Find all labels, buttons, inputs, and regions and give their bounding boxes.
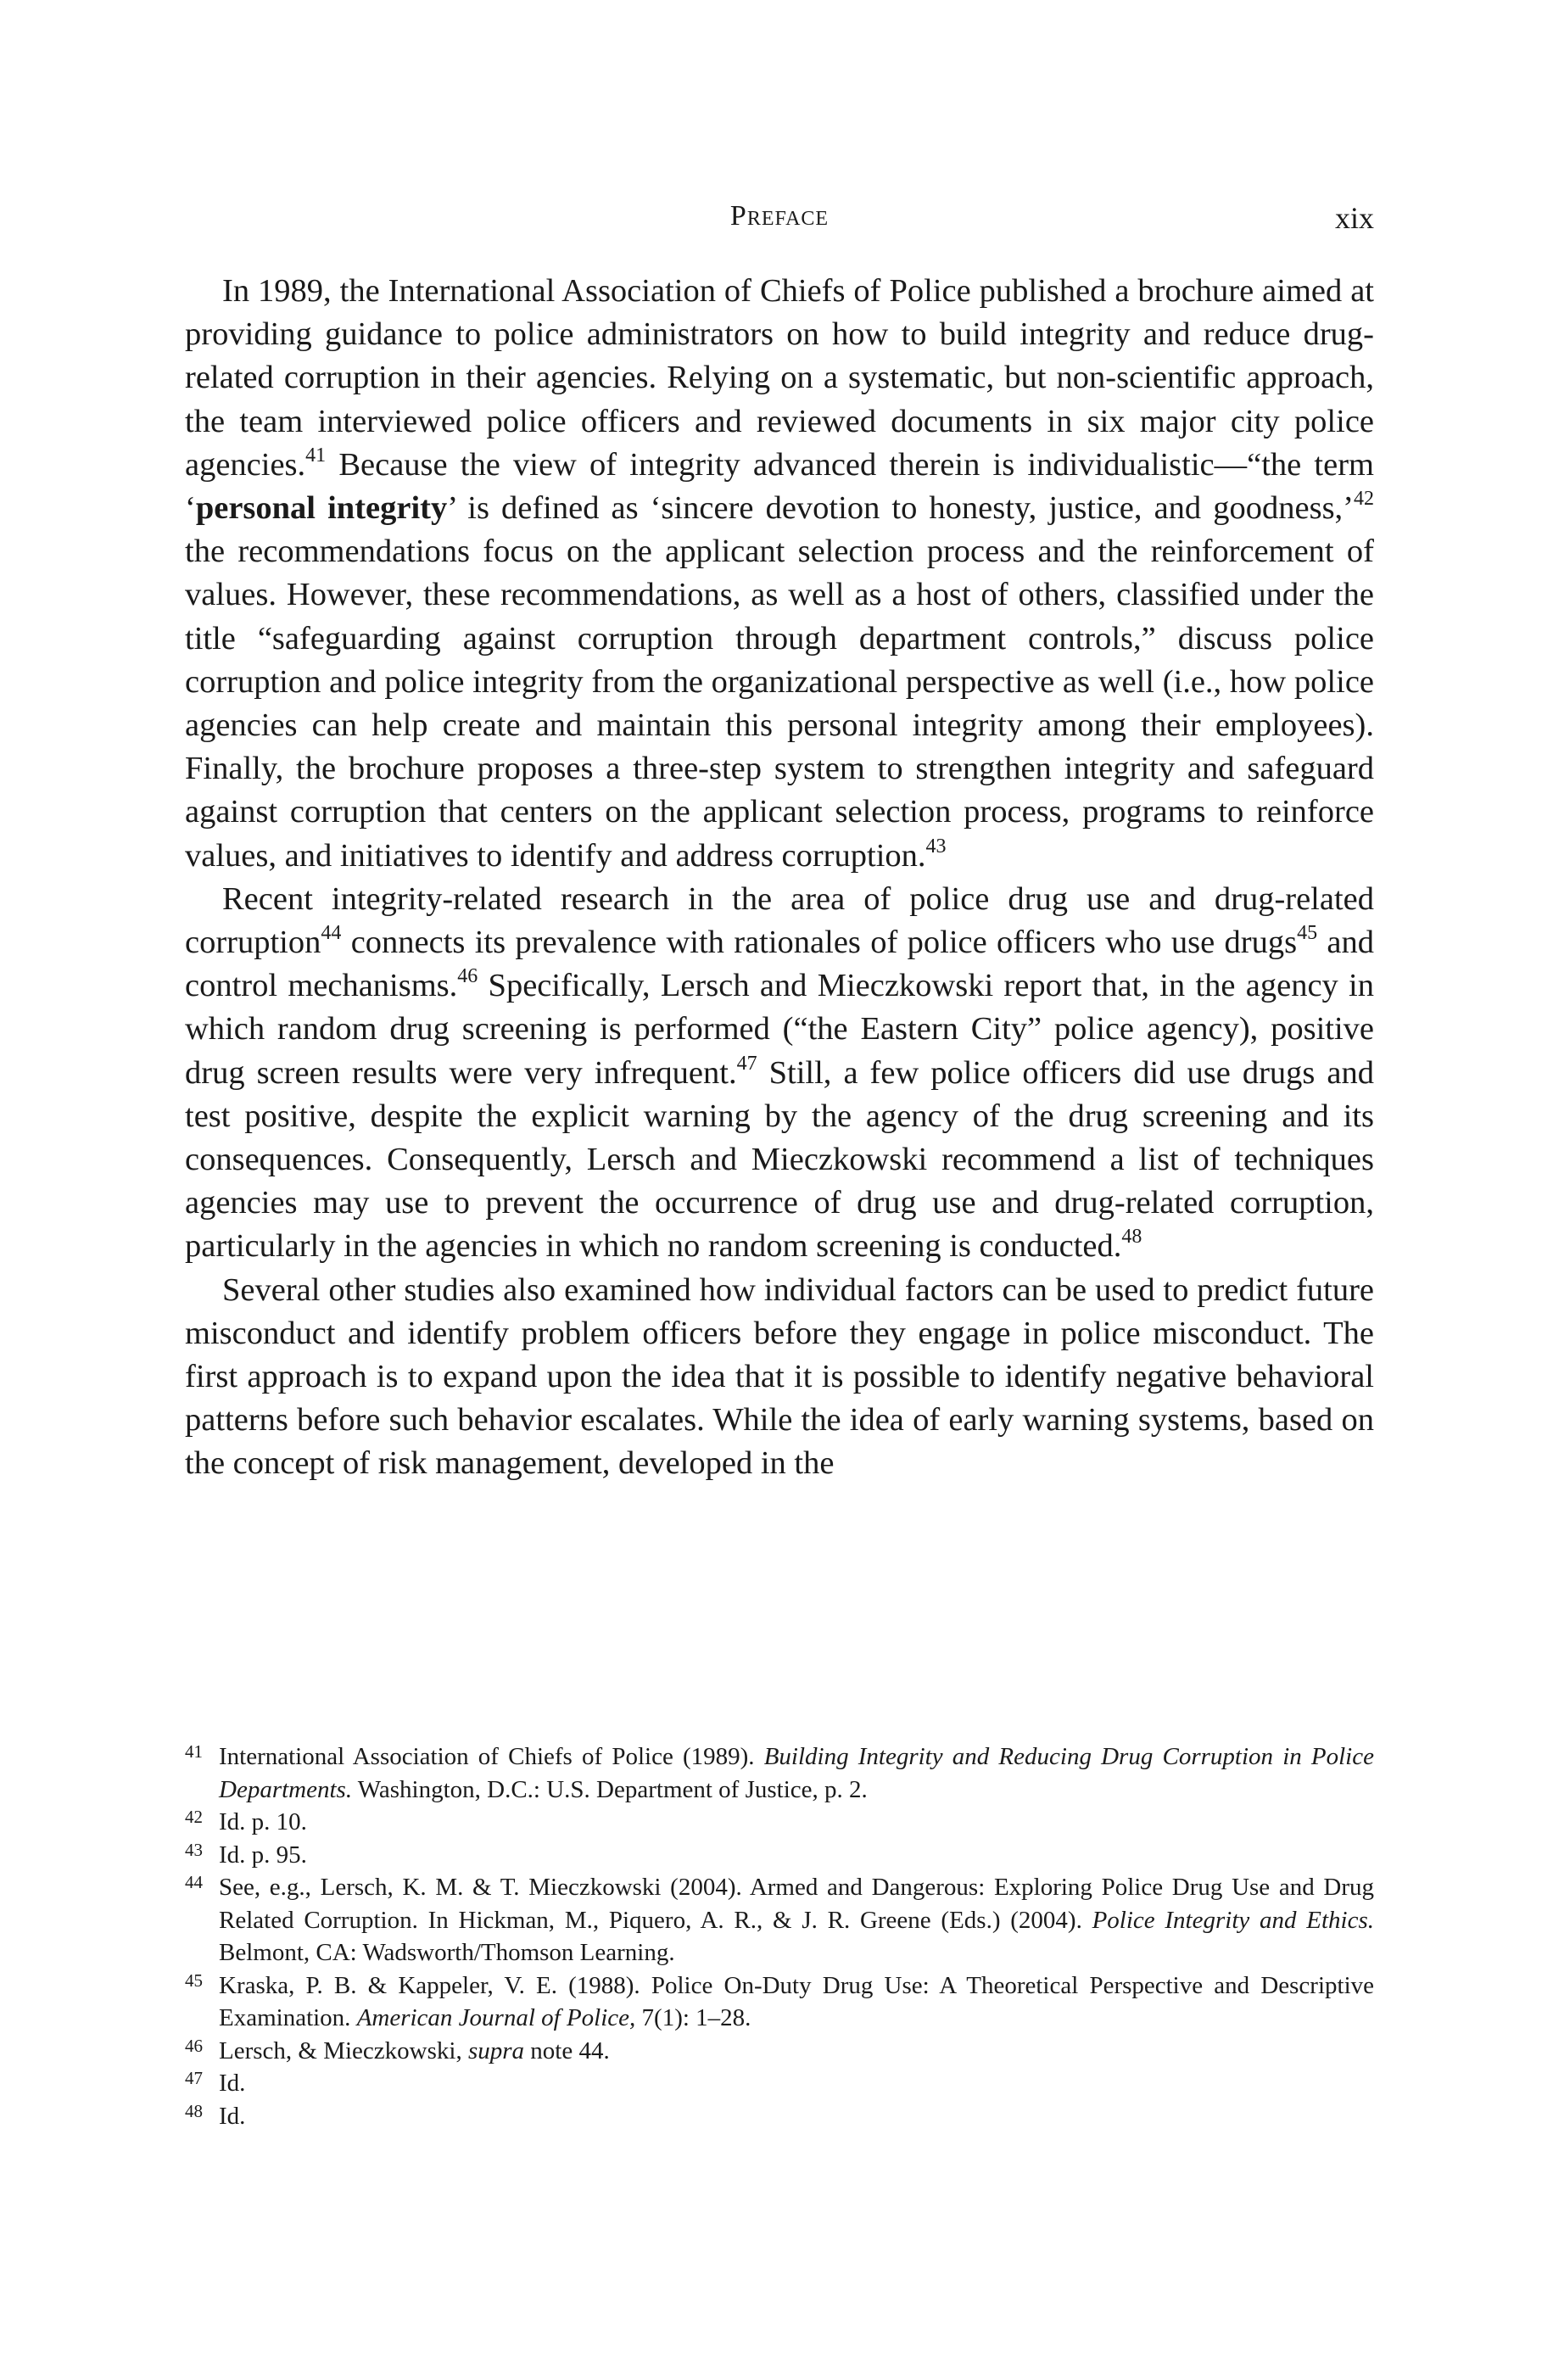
paragraph-2-text-5: Still, a few police officers did use drugs and test positive, despite the explicit warning by the agency of the drug screening and its consequences. Consequently, Lersch and Mieczkowski recommend a list of techniques agencies may use to prevent the occurrence of drug use and drug-related corruption, particularly in the agencies in which no random screening is conducted. bbox=[185, 1054, 1375, 1265]
footnote-title: American Journal of Police, bbox=[356, 2004, 636, 2031]
footnote-title: supra bbox=[467, 2036, 525, 2064]
footnote-ref-44: 44 bbox=[321, 922, 342, 945]
footnote-text: Lersch, & Mieczkowski, bbox=[219, 2036, 468, 2064]
paragraph-2-text-4: Specifically, Lersch and Mieczkowski report that, in the agency in which random drug screening is performed (“the Eastern City” police agency), positive drug screen results were very infrequent. bbox=[185, 968, 1375, 1091]
paragraph-3 bbox=[185, 1269, 1374, 1486]
footnote-title: Building Integrity and Reducing Drug Corruption in Police Departments. bbox=[219, 1743, 1374, 1803]
footnote-ref-43: 43 bbox=[925, 835, 947, 858]
running-head bbox=[185, 200, 1374, 243]
footnote-number: 45 bbox=[185, 1969, 203, 1991]
footnote-45 bbox=[185, 1969, 1374, 2035]
paragraph-1-text-4: the recommendations focus on the applicant selection process and the reinforcement of values. However, these recommendations, as well as a host of others, classified under the title “safeguarding against corruption through department controls,” discuss police corruption and police integrity from the organizational perspective as well (i.e., how police agencies can help create and maintain this personal integrity among their employees). Finally, the brochure proposes a three-step system to strengthen integrity and safeguard against corruption that centers on the applicant selection process, programs to reinforce values, and initiatives to identify and address corruption. bbox=[185, 534, 1374, 874]
paragraph-2 bbox=[185, 878, 1374, 1269]
footnote-number: 43 bbox=[185, 1839, 203, 1860]
footnote-number: 46 bbox=[185, 2035, 203, 2056]
paragraph-1 bbox=[185, 270, 1374, 878]
footnote-text: International Association of Chiefs of Police (1989). bbox=[219, 1743, 764, 1770]
footnote-46 bbox=[185, 2035, 1374, 2068]
footnote-number: 48 bbox=[185, 2100, 203, 2121]
footnote-ref-48: 48 bbox=[1121, 1226, 1142, 1249]
footnote-43 bbox=[185, 1839, 1374, 1872]
footnote-number: 44 bbox=[185, 1872, 203, 1892]
footnote-47 bbox=[185, 2067, 1374, 2100]
footnote-text: Id. p. 95. bbox=[219, 1841, 307, 1869]
body-text bbox=[185, 270, 1374, 1486]
footnote-ref-41: 41 bbox=[305, 444, 327, 467]
footnote-48 bbox=[185, 2100, 1374, 2133]
bold-term: personal integrity bbox=[195, 490, 448, 527]
footnote-text: See, e.g., Lersch, K. M. & T. Mieczkowski (2004). Armed and Dangerous: Exploring Police Drug Use and Drug Related Corruption. In Hickman, M., Piquero, A. R., & J. R. Greene (Eds.) (2004). bbox=[219, 1874, 1374, 1934]
footnote-41 bbox=[185, 1740, 1374, 1806]
footnote-text: note 44. bbox=[524, 2036, 610, 2064]
footnote-ref-46: 46 bbox=[457, 965, 478, 988]
paragraph-2-text-3: and control mechanisms. bbox=[185, 925, 1374, 1004]
footnote-number: 41 bbox=[185, 1741, 203, 1762]
footnote-text: Washington, D.C.: U.S. Department of Justice, p. 2. bbox=[352, 1775, 868, 1803]
footnote-ref-47: 47 bbox=[736, 1052, 757, 1075]
footnotes bbox=[185, 1740, 1374, 2132]
paragraph-2-text-2: connects its prevalence with rationales of police officers who use drugs bbox=[341, 925, 1298, 961]
paragraph-1-text-1: In 1989, the International Association of Chiefs of Police published a brochure aimed at providing guidance to police administrators on how to build integrity and reduce drug-related corruption in their agencies. Relying on a systematic, but non-scientific approach, the team interviewed police officers and reviewed documents in six major city police agencies. bbox=[185, 273, 1374, 483]
footnote-42 bbox=[185, 1806, 1374, 1839]
footnote-text: Kraska, P. B. & Kappeler, V. E. (1988). Police On-Duty Drug Use: A Theoretical Perspective and Descriptive Examination. bbox=[219, 1971, 1374, 2031]
footnote-number: 47 bbox=[185, 2068, 203, 2088]
footnote-44 bbox=[185, 1871, 1374, 1969]
footnote-text: Belmont, CA: Wadsworth/Thomson Learning. bbox=[219, 1939, 675, 1966]
footnote-number: 42 bbox=[185, 1807, 203, 1827]
paragraph-3-text-1: Several other studies also examined how individual factors can be used to predict future misconduct and identify problem officers before they engage in police misconduct. The first approach is to expand upon the idea that it is possible to identify negative behavioral patterns before such behavior escalates. While the idea of early warning systems, based on the concept of risk management, developed in the bbox=[185, 1271, 1374, 1482]
footnote-text: 7(1): 1–28. bbox=[635, 2004, 751, 2031]
paragraph-1-text-3: ’ is defined as ‘sincere devotion to honesty, justice, and goodness,’ bbox=[447, 490, 1354, 527]
footnote-ref-42: 42 bbox=[1354, 488, 1374, 511]
footnote-text: Id. bbox=[219, 2070, 246, 2097]
footnote-text: Id. bbox=[219, 2102, 246, 2130]
footnote-ref-45: 45 bbox=[1297, 922, 1318, 945]
running-title: Preface bbox=[729, 200, 830, 232]
paragraph-2-text-1: Recent integrity-related research in the area of police drug use and drug-related corruption bbox=[185, 880, 1374, 961]
page-number: xix bbox=[1334, 201, 1374, 235]
footnote-text: Id. p. 10. bbox=[219, 1808, 307, 1835]
paragraph-1-text-2: Because the view of integrity advanced therein is individualistic—“the term ‘ bbox=[185, 446, 1374, 527]
footnote-title: Police Integrity and Ethics. bbox=[1092, 1906, 1375, 1934]
